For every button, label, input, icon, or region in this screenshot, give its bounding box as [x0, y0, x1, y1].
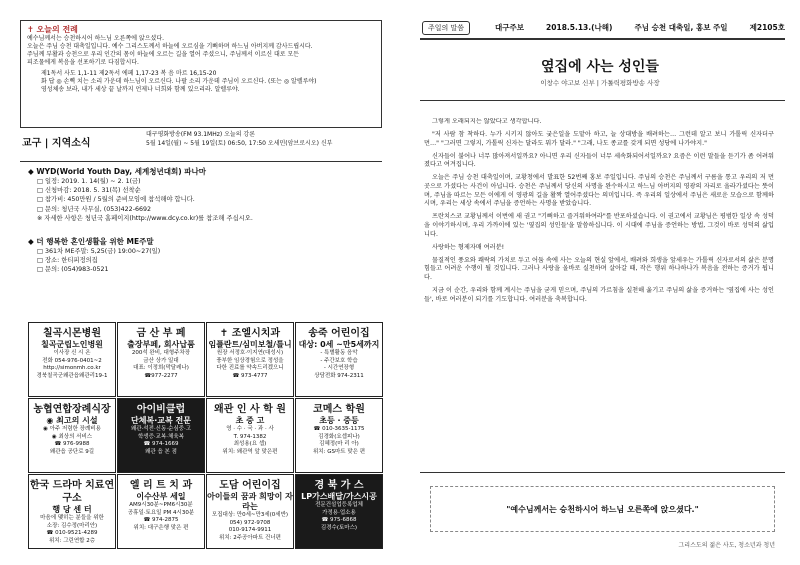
- wyd-item: ※ 자세한 사항은 청년국 홈페이지(http://www.dcy.co.kr)를 참조해 주십시오.: [37, 214, 253, 222]
- issue-date: 2018.5.13.(나해): [546, 23, 613, 32]
- liturgy-intro-line: 주님께 부활과 승천으로 우리 인간의 몸이 하늘에 오르는 길을 열어 주셨으니, 주님께서 이르신 대로 모든: [27, 51, 300, 58]
- ad-line2: 풍부한 임상경험으로 정성을: [216, 357, 284, 364]
- ad-sub: 단체복·교복 전문: [131, 416, 191, 425]
- comes-academy-ad: [295, 398, 383, 473]
- ad-line2: T. 974-1382: [233, 433, 267, 440]
- ad-line1: ☎ 010-3635-1175: [313, 426, 365, 432]
- ad-line4: 김경수(토마스): [320, 524, 358, 531]
- ad-title: 코메스 학원: [313, 404, 365, 415]
- ad-line1: - 특별활동 음악: [320, 350, 358, 356]
- broadcast-line: 대구평화방송(FM 93.1MHz) 오늘의 강론: [146, 131, 255, 138]
- ad-line3: 다한 진료를 약속드리겠으니: [216, 365, 284, 371]
- paragraph: 프란치스코 교황님께서 이번에 새 권고 "기뻐하고 즐거워하여라"를 반포하셨습니다. 이 권고에서 교황님은 평범한 일상 속 성덕을 이야기하시며, 우리 가까이에 있는 '옆집의 성인들'을 말씀하십니다. 이 시대에 주님을 증언하는 방법, 그것이 바로 성덕의 삶입니다.: [424, 213, 774, 238]
- geumsan-buffet-ad: [117, 322, 205, 397]
- paragraph: "저 사람 참 착하다. 누가 시키지 않아도 궂은일을 도맡아 하고, 늘 상대방을 배려하는… 그런데 알고 보니 가톨릭 신자더구먼…" "그러면 그렇지, 가톨릭 신자는 달라도 뭐가 달라." "그래, 나도 종교를 갖게 되면 성당에 나가야지.": [424, 131, 774, 147]
- ad-sub: 아이들의 꿈과 희망이 자라는: [207, 492, 293, 511]
- wyd-item: □ 신청마감: 2018. 5. 31(목) 선착순: [37, 187, 141, 195]
- ad-line4: 왜관읍 공단로 9길: [49, 448, 95, 455]
- ad-line4: 위치: 왜관역 앞 맞은편: [222, 448, 278, 455]
- ad-line1: AM9시30분~PM6시30분: [129, 502, 193, 508]
- funeral-hall-ad: [28, 398, 116, 473]
- ad-line3: ☎ 975-6868: [321, 517, 357, 523]
- ad-line2: 금산 상가 일대: [143, 357, 179, 364]
- title-rule: [420, 100, 785, 101]
- ad-line3: 대표: 이정희(막달레나): [133, 365, 189, 371]
- publisher: 대구주보: [495, 23, 524, 32]
- ad-line3: ☎ 974-1669: [143, 441, 179, 447]
- me-notice: [28, 236, 383, 275]
- me-item: □ 문의: (054)983-0521: [37, 266, 109, 274]
- ad-line2: 소장: 김수정(마리안): [46, 522, 98, 529]
- ad-title: ✝ 조엘시치과: [219, 328, 281, 339]
- songjuk-daycare-ad: [295, 322, 383, 397]
- ad-line3: http://simonmh.co.kr: [43, 365, 101, 371]
- ad-line2: - 주간보호 학습: [320, 357, 358, 364]
- feast-name: 주님 승천 대축일, 홍보 주일: [634, 23, 728, 32]
- ad-title: 아이비클럽: [136, 404, 186, 415]
- elite-dental-ad: [117, 474, 205, 549]
- me-item: □ 361차 ME주말: 5,25(금) 19:00~27(일): [37, 248, 161, 255]
- ad-line3: - 시간연장형: [323, 365, 355, 371]
- dental-clinic-ad: [206, 322, 294, 397]
- simon-hospital-ad: [28, 322, 116, 397]
- article-author: 이창수 야고보 신부 | 가톨릭평화방송 사장: [540, 79, 660, 87]
- bottom-caption: 그리스도의 젊은 사도, 청소년과 청년: [678, 542, 775, 549]
- ad-line4: 위치: GS마트 맞은 편: [312, 448, 366, 455]
- liturgy-title: ✝ 오늘의 전례: [27, 25, 78, 34]
- article-body: [424, 118, 774, 448]
- ad-sub: LP가스배달/가스시공: [301, 492, 377, 501]
- pull-quote: "예수님께서는 승천하시어 하느님 오른쪽에 앉으셨다.": [430, 486, 775, 532]
- masthead-rule: [420, 38, 785, 40]
- ad-sub: 출장부페, 회사납품: [127, 340, 195, 349]
- ad-sub: 임플란트/심미보철/틀니: [208, 340, 292, 349]
- ad-title: 왜관 인 사 학 원: [214, 404, 286, 415]
- readings: [27, 70, 375, 94]
- ivy-club-ad: [117, 398, 205, 473]
- body-rule: [420, 472, 785, 473]
- ad-line1: 이사장 신 시 온: [53, 350, 91, 356]
- ad-line2: 전화 054-976-0401~2: [42, 357, 102, 364]
- wyd-item: □ 참가비: 450만원 / 5월의 준비모임에 참석해야 합니다.: [37, 196, 195, 204]
- liturgy-box: [20, 20, 382, 128]
- ad-line1: 원장 서정호·이지연(대성시): [216, 350, 284, 356]
- broadcast-info: [146, 130, 382, 148]
- issue-number: 제2105호: [749, 23, 785, 32]
- wyd-notice: [28, 166, 383, 223]
- liturgy-intro-line: 예수님께서는 승천하시어 하느님 오른쪽에 앉으셨다.: [27, 35, 165, 42]
- paragraph: 오늘은 주님 승천 대축일이며, 교황청에서 발표한 52번째 홍보 주일입니다. 주님의 승천은 주님께서 구름을 통고 우리의 저 먼 곳으로 가셨다는 사건이 아닙니다. 승천은 주님께서 당신의 사명을 완수하시고 하느님 아버지의 영광의 자리로 올라가셨다는 뜻이며, 주님을 따르는 모든 이에게 이 영광의 길을 활짝 열어주셨다는 의미입니다. 즉 우리의 일상에서 주님은 새로운 모습으로 함께하시며, 우리는 세상 속에서 주님을 증언하는 사명을 받았습니다.: [424, 174, 774, 208]
- ad-sub: 칠곡군립노인병원: [41, 340, 103, 349]
- ad-line4: 위치: 그린연합 2층: [48, 537, 96, 544]
- right-page: [400, 0, 800, 565]
- ad-line2: ◉ 최상의 서비스: [51, 433, 93, 440]
- ad-title: 엘 리 트 치 과: [129, 480, 193, 491]
- paragraph: 물질적인 풍요와 쾌락의 가치로 두고 어둠 속에 사는 오늘의 현실 앞에서, 배려와 희생을 앞세우는 가톨릭 신자로서의 삶은 분명 힘들고 어려운 수행이 될 것입니다. 그러나 사랑을 올바로 실천하며 살아갈 때, 작은 행위 하나하나가 복음을 전하는 증거가 됩니다.: [424, 256, 774, 281]
- ad-line3: ☎ 010-9521-4289: [46, 530, 98, 536]
- ad-line1: 200석 완비, 대형주차장: [131, 350, 191, 356]
- wyd-item: □ 일정: 2019. 1. 14(월) ~ 2. 1(금): [37, 178, 141, 185]
- ad-sub: 행 당 센 터: [52, 505, 92, 514]
- ad-grid: [28, 322, 384, 552]
- wyd-title: ◆ WYD(World Youth Day, 세계청년대회) 파나마: [28, 167, 206, 176]
- ad-line2: 김경화(요셉피나): [318, 433, 360, 440]
- liturgy-intro-line: 피조물에게 복음을 선포하기로 다짐합시다.: [27, 59, 139, 66]
- ad-line4: 왜관 읍 본 점: [145, 448, 177, 455]
- ad-line3: 김혜정(마 리 아): [319, 441, 359, 447]
- ad-title: 송죽 어린이집: [308, 328, 370, 339]
- ad-line1: 왜관·석전·신동·순심중·고: [130, 426, 192, 432]
- article-title: 옆집에 사는 성인들: [541, 59, 659, 75]
- ad-line1: 영 · 수 · 국 · 과 · 사: [226, 426, 274, 432]
- ad-title: 경 북 가 스: [314, 480, 364, 491]
- ad-line3: 최성용(요 셉): [233, 441, 267, 447]
- ad-line3: ☎ 976-9988: [54, 441, 90, 447]
- gyeongbuk-gas-ad: [295, 474, 383, 549]
- ad-sub: 초등 · 중등: [319, 416, 359, 425]
- masthead: [495, 22, 785, 33]
- ad-title: 한국 드라마 치료연구소: [29, 480, 115, 504]
- paragraph: 사랑하는 형제자매 여러분!: [432, 243, 505, 251]
- reading-line: 영성체송 보라, 내가 세상 끝 날까지 언제나 너희와 함께 있으리라. 알렐루야.: [41, 86, 240, 93]
- paragraph: 신자들이 불어나 너무 많아져서일까요? 아니면 우리 신자들이 너무 세속화되어서일까요? 요즘은 이런 말들을 듣기가 좀 어려워졌다고 여겨집니다.: [424, 152, 774, 169]
- ad-line4: 상담전화 974-2311: [314, 372, 364, 379]
- section-badge: 주일의 말씀: [422, 21, 470, 35]
- reading-line: 제1독서 사도 1,1-11 제2독서 에페 1,17-23 복 음 마르 16,15-20: [41, 70, 217, 77]
- ad-line2: 학생증·교복·체육복: [137, 433, 184, 440]
- me-title: ◆ 더 행복한 혼인생활을 위한 ME주말: [28, 237, 154, 246]
- ad-line4: 위치: 대구은행 맞은 편: [133, 524, 189, 531]
- ad-line3: 010-9174-9911: [228, 527, 272, 533]
- ad-sub: 이수산부 세일: [136, 492, 186, 501]
- ad-line1: 마음에 맺히는 분들을 위한: [40, 515, 104, 521]
- ad-sub: ◉ 최고의 시설: [46, 416, 98, 425]
- insa-academy-ad: [206, 398, 294, 473]
- me-item: □ 장소: 한티피정의집: [37, 257, 98, 265]
- broadcast-line: 5월 14일(월) ~ 5월 19일(토) 06:50, 17:50 오세민(암브로시오) 신부: [146, 140, 333, 147]
- wyd-item: □ 문의: 청년국 사무실, (053)422-6692: [37, 205, 151, 213]
- ad-line4: 경북칠곡군왜관읍왜관리19-1: [36, 372, 108, 379]
- ad-sub: 대상: 0세 ~만5세까지: [298, 340, 380, 349]
- ad-line1: 모집대상: 만0세~만3세(0세반): [211, 512, 289, 518]
- ad-line2: 054) 972-9708: [229, 519, 271, 526]
- drama-therapy-ad: [28, 474, 116, 549]
- ad-title: 금 산 부 페: [136, 328, 186, 339]
- liturgy-intro-line: 오늘은 주님 승천 대축일입니다. 예수 그리스도께서 하늘에 오르심을 기뻐하며 하느님 아버지께 감사드립시다.: [27, 43, 313, 50]
- ad-title: 칠곡시몬병원: [43, 328, 101, 339]
- ad-line1: ◉ 아주 저렴한 장례비용: [43, 426, 101, 432]
- section-title: 교구 | 지역소식: [22, 138, 91, 149]
- paragraph: 그렇게 오래되지는 않았다고 생각합니다.: [432, 118, 542, 125]
- ad-line2: 가정용·업소용: [322, 509, 356, 516]
- ad-line3: ☎ 974-2875: [143, 517, 179, 523]
- ad-line4: ☎977-2277: [144, 372, 178, 379]
- ad-sub: 초 중 고: [235, 416, 265, 425]
- dodam-daycare-ad: [206, 474, 294, 549]
- ad-line4: 위치: 2주공아파트 건너편: [219, 534, 281, 541]
- divider: [20, 161, 382, 162]
- ad-line1: 전문건설업등록업체: [315, 502, 363, 508]
- ad-line4: ☎ 973-4777: [232, 372, 268, 379]
- paragraph: 지금 이 순간, 우리와 함께 계시는 주님을 굳게 믿으며, 주님의 가르침을 실천해 옮기고 주님의 삶을 증거하는 '옆집에 사는 성인들', 바로 여러분이 되기를 기도합니다. 여러분을 축복합니다.: [424, 287, 774, 303]
- ad-title: 농협연합장례식장: [33, 404, 111, 415]
- ad-title: 도담 어린이집: [219, 480, 281, 491]
- ad-line2: 공휴일·토요일 PM 4시30분: [127, 509, 195, 516]
- reading-line: 화 답 ◎ 손뼉 치는 소리 가운데 하느님이 오르신다. 나팔 소리 가운데 주님이 오르신다. (또는 ◎ 알렐루야): [41, 78, 317, 85]
